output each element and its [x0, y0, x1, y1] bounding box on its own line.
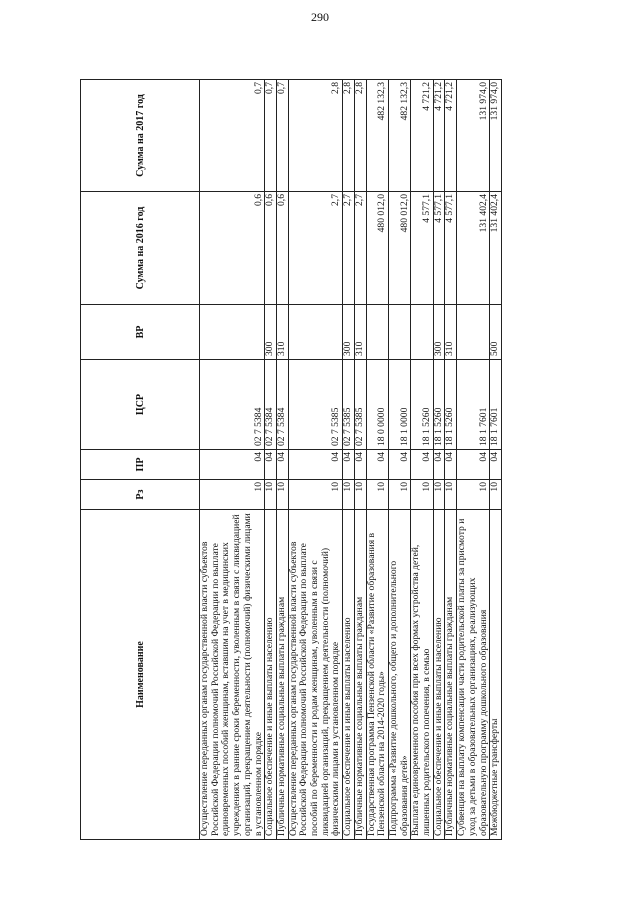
row-rz: 10	[411, 480, 433, 510]
budget-table	[80, 79, 502, 840]
row-rz: 10	[388, 480, 410, 510]
table-row	[366, 80, 388, 840]
row-pr: 04	[354, 450, 366, 480]
header-sum-2017: Сумма на 2017 год	[81, 80, 200, 192]
row-rz: 10	[457, 480, 490, 510]
row-pr: 04	[276, 450, 288, 480]
row-pr: 04	[343, 450, 355, 480]
row-pr: 04	[457, 450, 490, 480]
table-body	[200, 80, 502, 840]
row-sum-2016: 480 012,0	[366, 192, 388, 305]
row-rz: 10	[343, 480, 355, 510]
row-sum-2016: 2,7	[354, 192, 366, 305]
row-rz: 10	[490, 480, 502, 510]
row-vr: 310	[354, 305, 366, 360]
row-sum-2016: 0,6	[276, 192, 288, 305]
row-csr: 02 7 5384	[200, 360, 265, 450]
table-row	[200, 80, 265, 840]
row-rz: 10	[276, 480, 288, 510]
row-csr: 18 1 5260	[445, 360, 457, 450]
row-csr: 18 1 5260	[433, 360, 445, 450]
row-name: Публичные нормативные социальные выплаты гражданам	[445, 510, 457, 840]
row-rz: 10	[288, 480, 343, 510]
row-csr: 02 7 5385	[354, 360, 366, 450]
row-sum-2017: 4 721,2	[445, 80, 457, 192]
row-name: Выплата единовременного пособия при всех формах устройства детей, лишенных родительского попечения, в семью	[411, 510, 433, 840]
row-vr	[366, 305, 388, 360]
row-sum-2017: 0,7	[276, 80, 288, 192]
row-csr: 02 7 5385	[288, 360, 343, 450]
row-vr	[411, 305, 433, 360]
row-sum-2017: 131 974,0	[490, 80, 502, 192]
row-pr: 04	[445, 450, 457, 480]
row-sum-2017: 2,8	[288, 80, 343, 192]
row-rz: 10	[445, 480, 457, 510]
row-pr: 04	[265, 450, 277, 480]
row-vr	[200, 305, 265, 360]
table-row	[490, 80, 502, 840]
row-sum-2016: 2,7	[343, 192, 355, 305]
row-vr: 300	[265, 305, 277, 360]
row-sum-2017: 131 974,0	[457, 80, 490, 192]
row-sum-2016: 131 402,4	[457, 192, 490, 305]
row-rz: 10	[265, 480, 277, 510]
row-csr: 18 1 7601	[457, 360, 490, 450]
row-sum-2016: 4 577,1	[411, 192, 433, 305]
table-row	[265, 80, 277, 840]
row-vr: 300	[343, 305, 355, 360]
table-row	[457, 80, 490, 840]
row-name: Социальное обеспечение и иные выплаты населению	[265, 510, 277, 840]
row-name: Государственная программа Пензенской области «Развитие образования в Пензенской области на 2014-2020 годы»	[366, 510, 388, 840]
row-vr: 500	[490, 305, 502, 360]
table-row	[388, 80, 410, 840]
row-sum-2016: 2,7	[288, 192, 343, 305]
row-pr: 04	[490, 450, 502, 480]
table-row	[288, 80, 343, 840]
row-rz: 10	[200, 480, 265, 510]
row-sum-2017: 2,8	[354, 80, 366, 192]
row-sum-2017: 482 132,3	[388, 80, 410, 192]
row-name: Осуществление переданных органам государственной власти субъектов Российской Федерации полномочий Российской Федерации по выплате пособий по беременности и родам женщинам, уволенным в связи с ликвидацией организаций, прекращением деятельности (полномочий) физическими лицами в установленном порядке	[288, 510, 343, 840]
row-pr: 04	[366, 450, 388, 480]
header-vr: ВР	[81, 305, 200, 360]
row-sum-2017: 0,7	[200, 80, 265, 192]
row-rz: 10	[366, 480, 388, 510]
header-csr: ЦСР	[81, 360, 200, 450]
row-name: Осуществление переданных органам государственной власти субъектов Российской Федерации полномочий Российской Федерации по выплате единовременных пособий женщинам, вставшим на учет в медицинских учреждениях в ранние сроки беременности, уволенным в связи с ликвидацией организаций, прекращением деятельности (полномочий) физическими лицами в установленном порядке	[200, 510, 265, 840]
row-name: Подпрограмма «Развитие дошкольного, общего и дополнительного образования детей»	[388, 510, 410, 840]
row-csr: 18 0 0000	[366, 360, 388, 450]
row-sum-2016: 4 577,1	[445, 192, 457, 305]
row-csr: 18 1 5260	[411, 360, 433, 450]
row-csr: 02 7 5384	[276, 360, 288, 450]
header-sum-2016: Сумма на 2016 год	[81, 192, 200, 305]
row-pr: 04	[433, 450, 445, 480]
row-sum-2017: 2,8	[343, 80, 355, 192]
table-row	[343, 80, 355, 840]
row-sum-2016: 0,6	[200, 192, 265, 305]
row-name: Публичные нормативные социальные выплаты гражданам	[354, 510, 366, 840]
header-rz: Рз	[81, 480, 200, 510]
page-number: 290	[311, 10, 329, 24]
row-vr	[288, 305, 343, 360]
row-csr: 18 1 7601	[490, 360, 502, 450]
table-row	[433, 80, 445, 840]
row-vr: 310	[445, 305, 457, 360]
table-row	[354, 80, 366, 840]
row-rz: 10	[433, 480, 445, 510]
row-csr: 02 7 5385	[343, 360, 355, 450]
row-name: Социальное обеспечение и иные выплаты населению	[343, 510, 355, 840]
row-sum-2017: 4 721,2	[411, 80, 433, 192]
table-row	[445, 80, 457, 840]
row-vr: 310	[276, 305, 288, 360]
row-vr	[388, 305, 410, 360]
row-sum-2016: 4 577,1	[433, 192, 445, 305]
row-sum-2017: 482 132,3	[366, 80, 388, 192]
row-sum-2016: 480 012,0	[388, 192, 410, 305]
row-pr: 04	[388, 450, 410, 480]
row-sum-2016: 0,6	[265, 192, 277, 305]
header-row	[81, 80, 200, 840]
table-row	[276, 80, 288, 840]
row-vr	[457, 305, 490, 360]
header-name: Наименование	[81, 510, 200, 840]
row-pr: 04	[200, 450, 265, 480]
row-name: Субвенция на выплату компенсации части родительской платы за присмотр и уход за детьми в образовательных организациях, реализующих образовательную программу дошкольного образования	[457, 510, 490, 840]
row-name: Межбюджетные трансферты	[490, 510, 502, 840]
header-pr: ПР	[81, 450, 200, 480]
row-csr: 18 1 0000	[388, 360, 410, 450]
row-sum-2017: 0,7	[265, 80, 277, 192]
row-name: Публичные нормативные социальные выплаты гражданам	[276, 510, 288, 840]
rotated-table-container	[80, 80, 564, 840]
row-sum-2017: 4 721,2	[433, 80, 445, 192]
table-row	[411, 80, 433, 840]
row-csr: 02 7 5384	[265, 360, 277, 450]
row-rz: 10	[354, 480, 366, 510]
row-name: Социальное обеспечение и иные выплаты населению	[433, 510, 445, 840]
row-pr: 04	[411, 450, 433, 480]
row-pr: 04	[288, 450, 343, 480]
row-vr: 300	[433, 305, 445, 360]
row-sum-2016: 131 402,4	[490, 192, 502, 305]
